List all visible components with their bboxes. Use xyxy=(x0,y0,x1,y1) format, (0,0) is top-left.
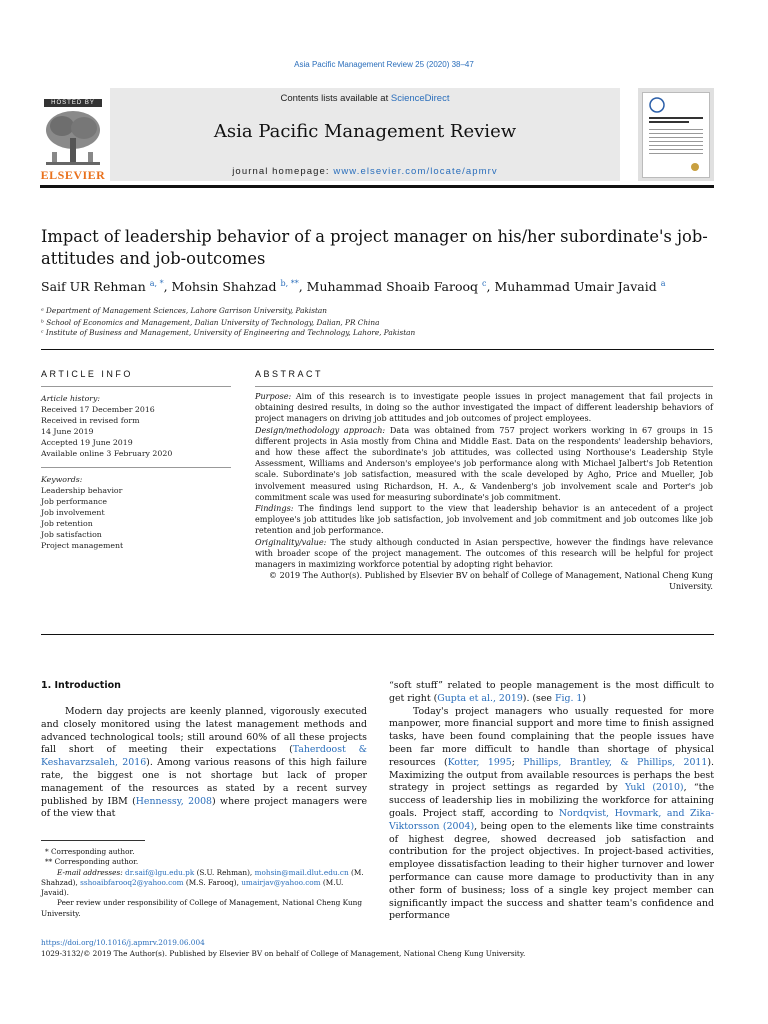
author-affiliation-mark[interactable]: a xyxy=(660,279,666,288)
cover-artwork xyxy=(643,93,709,177)
keywords xyxy=(41,474,231,551)
doi-link[interactable]: https://doi.org/10.1016/j.apmrv.2019.06.004 xyxy=(41,938,205,947)
citation-link[interactable]: Kotter, 1995 xyxy=(447,756,512,768)
section-rule-bottom xyxy=(41,634,714,635)
sciencedirect-link[interactable]: ScienceDirect xyxy=(390,93,450,104)
originality-label: Originality/value: xyxy=(255,536,327,547)
text-run: ). (see xyxy=(522,692,555,704)
author-name[interactable]: Mohsin Shahzad xyxy=(171,279,277,295)
elsevier-wordmark: ELSEVIER xyxy=(40,168,106,182)
affiliation-b: ᵇ School of Economics and Management, Dalian University of Technology, Dalian, PR China xyxy=(41,318,380,327)
article-history xyxy=(41,393,231,459)
citation-link[interactable]: Yukl (2010) xyxy=(625,782,684,794)
homepage-link[interactable]: www.elsevier.com/locate/apmrv xyxy=(333,166,498,177)
keyword-item: Project management xyxy=(41,541,124,550)
abstract-heading: ABSTRACT xyxy=(255,369,324,379)
abstract-purpose xyxy=(255,391,713,425)
header-rule xyxy=(40,185,714,188)
figure-link[interactable]: Fig. 1 xyxy=(554,692,583,704)
email-label: E-mail addresses: xyxy=(57,867,123,877)
keywords-label: Keywords: xyxy=(41,475,83,484)
intro-paragraph-1 xyxy=(41,706,367,821)
keywords-rule xyxy=(41,467,231,468)
text-run: , “the success of leadership lies in mobilizing the workforce for attaining goals. Project staff, according to xyxy=(389,782,714,819)
email-owner: (M.U. Javaid). xyxy=(41,877,344,898)
purpose-text: Aim of this research is to investigate people issues in project management that fail projects in obtaining desired results, in doing so the author investigated the impact of different leadership behaviors of project managers on driving job attitudes and job outcomes of project employees. xyxy=(255,391,713,424)
hosted-by-label: HOSTED BY xyxy=(44,99,102,107)
design-label: Design/methodology approach: xyxy=(255,424,386,435)
contents-line xyxy=(110,93,620,104)
email-addresses xyxy=(41,868,367,899)
corresponding-author-2: ** Corresponding author. xyxy=(45,857,139,867)
intro-continuation xyxy=(389,680,714,706)
email-link[interactable]: sshoaibfarooq2@yahoo.com xyxy=(80,877,184,887)
email-owner: (M.S. Farooq), xyxy=(183,877,242,887)
citation-link[interactable]: Taherdoost & Keshavarzsaleh, 2016 xyxy=(41,744,368,769)
findings-text: The findings lend support to the view that leadership behavior is an antecedent of a project employee's job attitudes like job satisfaction, job involvement and job commitment and job outcomes like job retention and job performance. xyxy=(255,503,713,536)
journal-cover[interactable] xyxy=(638,88,714,181)
introduction-heading: 1. Introduction xyxy=(41,680,121,691)
citation-link[interactable]: Gupta et al., 2019 xyxy=(437,692,523,704)
text-run: , being open to the elements like time constraints of highest degree, showed decreased job satisfaction and contribution for the project objectives. In project-based activities, employee dissatisfaction leading to their higher turnover and lower performance can cause more damage to productivity than in any other form of business; loss of a single key project member can significantly impact the success and shatter team's confidence and performance xyxy=(389,820,714,922)
text-run: ). Among various reasons of this high failure rate, the biggest one is not shortage but lack of proper management of the resources as stated by a recent survey published by IBM ( xyxy=(41,757,367,807)
article-footer xyxy=(41,938,525,959)
author-list xyxy=(41,279,721,294)
email-link[interactable]: mohsin@mail.dlut.edu.cn xyxy=(254,867,349,877)
originality-text: The study although conducted in Asian perspective, however the findings have relevance with broader scope of the project management. The outcomes of this research will be helpful for project managers in maximizing workforce potential by adopting right behavior. xyxy=(255,536,713,570)
author-separator: , xyxy=(486,279,495,295)
affiliation-c: ᶜ Institute of Business and Management, University of Engineering and Technology, Lahore, Pakistan xyxy=(41,328,416,337)
citation-link[interactable]: Nordqvist, Hovmark, and Zika-Viktorsson (2004) xyxy=(389,807,714,832)
history-item: Available online 3 February 2020 xyxy=(41,449,173,458)
intro-paragraph-2 xyxy=(389,706,714,924)
author-affiliation-mark[interactable]: a, * xyxy=(149,279,164,288)
footnote-rule xyxy=(41,840,145,841)
keyword-item: Job involvement xyxy=(41,508,105,517)
journal-cover-image xyxy=(642,92,710,178)
article-title: Impact of leadership behavior of a project manager on his/her subordinate's job-attitudes and job-outcomes xyxy=(41,227,708,268)
intro-right-column xyxy=(389,680,714,923)
author-affiliation-mark[interactable]: c xyxy=(482,279,487,288)
author-separator: , xyxy=(298,279,307,295)
history-label: Article history: xyxy=(41,394,101,403)
author-affiliation-mark[interactable]: b, ** xyxy=(280,279,299,288)
author-name[interactable]: Muhammad Umair Javaid xyxy=(494,279,657,295)
text-run: ) where project managers were of the view that xyxy=(41,795,367,820)
citation-link[interactable]: Hennessy, 2008 xyxy=(135,795,212,807)
author-separator: , xyxy=(163,279,172,295)
text-run: ). Maximizing the output from available resources is perhaps the best strategy in project settings as regarded by xyxy=(389,756,714,794)
article-info-heading: ARTICLE INFO xyxy=(41,369,133,379)
history-item: Accepted 19 June 2019 xyxy=(41,438,133,447)
journal-reference[interactable]: Asia Pacific Management Review 25 (2020) 38–47 xyxy=(294,60,474,69)
keyword-item: Job satisfaction xyxy=(41,530,102,539)
text-run: Modern day projects are keenly planned, vigorously executed and closely monitored using the latest management methods and advanced technological tools; still around 60% of all these projects fall short of meeting their expectations ( xyxy=(41,706,367,756)
journal-title: Asia Pacific Management Review xyxy=(213,121,517,142)
citation-link[interactable]: Phillips, Brantley, & Phillips, 2011 xyxy=(523,756,708,768)
author-name[interactable]: Saif UR Rehman xyxy=(41,279,146,295)
design-text: Data was obtained from 757 project workers working in 67 groups in 15 different projects in Asia mostly from China and Middle East. Data on the respondents' leadership behaviors, and how these affect the subordinate's job attitudes, was collected using Northouse's Leadership Style Assessment, Williams and Anderson's employee's job performance along with Michael Jalbert's Job Retention scale. Subordinate's job satisfaction, measured with the scale developed by Agho, Price and Mueller, Job involvement measured using Richardson, H. A., & Vandenberg's job involvement scale and Porter's job commitment scale was used for measuring subordinate's job commitment. xyxy=(255,424,714,502)
keyword-item: Job retention xyxy=(41,519,93,528)
purpose-label: Purpose: xyxy=(255,391,292,401)
abstract-rule xyxy=(255,386,713,387)
elsevier-tree-logo xyxy=(42,108,104,168)
abstract-copyright: © 2019 The Author(s). Published by Elsevier BV on behalf of College of Management, National Cheng Kung University. xyxy=(268,570,713,592)
history-item: Received in revised form xyxy=(41,416,140,425)
corresponding-author-1: * Corresponding author. xyxy=(45,847,135,856)
email-owner: (M. Shahzad), xyxy=(41,867,364,887)
keyword-item: Leadership behavior xyxy=(41,486,123,495)
journal-homepage-line xyxy=(110,166,620,177)
history-item: Received 17 December 2016 xyxy=(41,405,155,414)
contents-prefix: Contents lists available at xyxy=(280,93,391,104)
findings-label: Findings: xyxy=(255,503,294,514)
footnotes xyxy=(41,847,367,919)
text-run: Today's project managers who usually requested for more manpower, more financial support and more time to finish assigned tasks, have been found complaining that the people issues have been far more difficult to handle than shortage of physical resources ( xyxy=(389,705,714,768)
intro-left-column xyxy=(41,706,367,821)
section-rule-top xyxy=(41,349,714,350)
abstract-body xyxy=(255,391,713,593)
abstract-findings xyxy=(255,503,713,537)
email-owner: (S.U. Rehman), xyxy=(194,867,255,877)
author-name[interactable]: Muhammad Shoaib Farooq xyxy=(306,279,479,295)
issn-line: 1029-3132/© 2019 The Author(s). Published by Elsevier BV on behalf of College of Management, National Cheng Kung University. xyxy=(41,948,526,958)
history-item: 14 June 2019 xyxy=(41,427,94,436)
email-link[interactable]: dr.saif@lgu.edu.pk xyxy=(125,867,195,877)
text-run: “soft stuff” related to people management is the most difficult to get right ( xyxy=(389,680,714,704)
peer-review-note: Peer review under responsibility of College of Management, National Cheng Kung University. xyxy=(41,898,363,918)
abstract-originality xyxy=(255,537,713,571)
homepage-prefix: journal homepage: xyxy=(232,166,334,177)
text-run: ) xyxy=(582,692,587,704)
email-link[interactable]: umairjav@yahoo.com xyxy=(241,877,321,887)
abstract-design xyxy=(255,425,713,503)
affiliation-a: ᵃ Department of Management Sciences, Lahore Garrison University, Pakistan xyxy=(41,306,327,315)
keyword-item: Job performance xyxy=(41,497,107,506)
text-run: ; xyxy=(511,756,524,768)
article-info-rule xyxy=(41,386,231,387)
